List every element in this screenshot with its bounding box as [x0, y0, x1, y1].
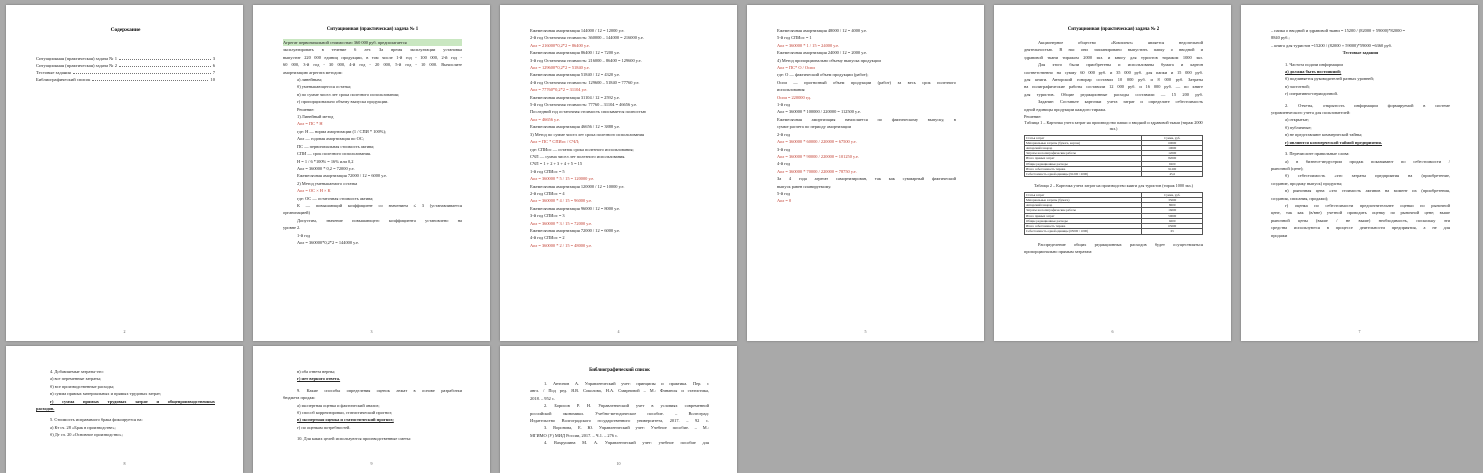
- toc-leader: [92, 76, 208, 81]
- page-number: 8: [123, 461, 126, 466]
- text-line: ПС — первоначальная стоимость актива;: [297, 143, 375, 149]
- text-line: 1) Линейный метод: [297, 114, 334, 120]
- toc-entry-text: Библиографический список: [36, 77, 91, 82]
- paragraph-line: Акционерное общество «Комплект» является недопельной: [1038, 40, 1203, 45]
- text-line: 3-й год Остаточная стоимость: 216000 – 86400 = 129600 у.е.: [530, 57, 642, 63]
- text-line: 3. Перечислите правильные слова:: [1285, 151, 1350, 157]
- table-cell: 65000: [1142, 224, 1203, 229]
- text-line: 1-й год: [297, 232, 311, 238]
- text-line: МГИМО (У) МИД России, 2017. – Ч.1. – 276 с.: [530, 432, 619, 438]
- toc-leader: [119, 55, 211, 60]
- toc-entry[interactable]: [36, 62, 215, 69]
- text-line: 4) Метод пропорционально объему выпуска продукции: [777, 57, 881, 63]
- text-line: в) не представляют коммерческой тайны;: [1285, 132, 1363, 138]
- table-cell: Авторский гонорар: [1025, 146, 1142, 151]
- table-cell: 91200: [1142, 166, 1203, 171]
- text-line: Аол = 129600*0,2*2 = 51840 у.е.: [530, 65, 590, 71]
- text-line: г) оценка по себестоимости предпочтительнее оценки по рыночной: [1285, 202, 1450, 208]
- text-line: выпуск равен планируемому.: [777, 183, 832, 189]
- text-line: а) экспертная оценка и фактический анализ;: [297, 402, 380, 408]
- text-line: использования: [777, 87, 805, 93]
- text-line: Ежемесячная амортизация 72000 / 12 = 6000 у.е.: [530, 227, 621, 233]
- text-line: – книга для туристов =15200 / (82000 + 59000)*59000 =6360 руб.: [1271, 42, 1392, 48]
- text-line: Аол = 360000 * 0,2 = 72000 у.е.: [297, 165, 355, 171]
- toc-entry-text: Ситуационная (практическая) задача № 1: [36, 56, 118, 61]
- paragraph-line: для книги. Авторский гонорар составил 10 000 руб. и 8 000 руб. Затраты: [1024, 77, 1203, 83]
- text-line: 2. Отчеты, открытость информации формируемой в системе: [1285, 102, 1450, 108]
- page-content: [283, 368, 462, 457]
- page-number: 9: [370, 461, 373, 466]
- text-line: 4. Вахрушина М. А. Управленческий учет: учебное пособие для: [544, 440, 709, 446]
- toc-entry[interactable]: [36, 55, 215, 62]
- text-line: Решение:: [297, 106, 315, 112]
- text-line: Ежемесячная амортизация начисляется по фактическому выпуску, в: [777, 116, 956, 122]
- page-1[interactable]: [6, 5, 243, 341]
- text-line: Аол = 360000 * 60000 / 220000 = 67500 у.е.: [777, 139, 857, 145]
- table-cell: 6000: [1142, 218, 1203, 223]
- text-line: Аол = 360000 * 3 / 15 = 72000 у.е.: [530, 220, 593, 226]
- text-line: – папка о вводной и здравовой ткани = 15200 / (82000 + 59000)*82000 =: [1271, 28, 1406, 33]
- page-heading: Библиографический список: [589, 368, 650, 373]
- page-number: 3: [370, 329, 373, 334]
- table-cell: 82000: [1142, 156, 1203, 161]
- text-line: Аол = 46656 у.е.: [530, 116, 560, 122]
- text-line: Аол = 360000 * 5 / 15 = 120000 у.е.: [530, 176, 595, 182]
- text-line: б) Дт сч. 20 «Основное производство»;: [50, 432, 123, 438]
- text-line: Ежемесячная амортизация 144000 / 12 = 12000 у.е.: [530, 28, 625, 33]
- text-line: 4-й год Остаточная стоимость: 129600 – 51840 = 77760 у.е.: [530, 79, 640, 85]
- text-line: Ежемесячная амортизация 24000 / 12 = 2000 у.е.: [777, 50, 868, 56]
- text-line: б) способ корректировки, статистический прогноз;: [297, 410, 393, 416]
- text-line: 5-й год Остаточная стоимость: 77760 – 31104 = 46656 у.е.: [530, 102, 638, 108]
- text-line: где: Н — норма амортизации (1 / СПИ * 100%);: [297, 128, 387, 134]
- text-line: а) все переменные затраты;: [50, 376, 102, 382]
- text-line: организацией): [283, 210, 310, 216]
- text-line: в) по сумме чисел лет срока полезного использования;: [297, 91, 400, 97]
- page-8[interactable]: [253, 346, 490, 473]
- text-line: Аол = 0: [777, 198, 792, 204]
- text-line: а) должна быть постоянной;: [1285, 69, 1342, 75]
- table2-caption: Таблица 2 – Карточка учета затрат на производство книги для туристов (тираж 1000 экз.): [1034, 183, 1193, 189]
- paragraph-line: Решение:: [1024, 114, 1042, 120]
- text-line: 2-й год: [777, 131, 791, 137]
- toc-entry-page: 10: [210, 77, 215, 82]
- table-cell: 8000: [1142, 203, 1203, 208]
- text-line: Агрегат первоначальной стоимостью 360 000 руб. предполагается: [283, 39, 462, 46]
- text-line: Аол = 216000*0,2*2 = 86400 у.е.: [530, 42, 590, 48]
- text-line: англ. / Под ред. Я.В. Соколова, Н.А. Смирновой – М.: Финансы и статистика,: [530, 388, 709, 394]
- text-line: Аол = 360000*0,2*2 = 144000 у.е.: [297, 239, 360, 245]
- text-line: 9. Какие способы определения оценок лежат в основе разработки: [297, 387, 462, 393]
- text-line: б) подчиняется руководителей разных уровней;: [1285, 76, 1374, 82]
- text-line: создания, списания, продажи);: [1271, 195, 1329, 201]
- text-line: а) открытые;: [1285, 117, 1309, 123]
- text-line: 2) Метод уменьшаемого остатка: [297, 180, 358, 186]
- text-line: средства используются в процессе деятельности предприятия, а не для: [1271, 225, 1450, 231]
- text-line: Аол = 360000 * 1 / 15 = 24000 у.е.: [777, 42, 840, 48]
- text-line: Издательство Волгоградского государственного университета, 2017. – 92 с.: [530, 418, 709, 424]
- text-line: Аол = 77760*0,2*2 = 31104 у.е.: [530, 87, 588, 93]
- text-line: 10. Для каких целей используются производственные сметы:: [297, 436, 412, 442]
- text-line: Оспи = 220000 ед.: [777, 94, 811, 100]
- page-heading: Ситуационная (практическая) задача № 1: [326, 27, 419, 32]
- toc-entry[interactable]: [36, 76, 215, 83]
- table-cell: 10000: [1142, 146, 1203, 151]
- text-line: выпустит 220 000 единиц продукции, в том числе 1-й год - 100 000, 2-й год -: [283, 54, 462, 60]
- table-cell: Статья затрат: [1025, 135, 1142, 140]
- toc-title: Содержание: [110, 27, 141, 33]
- text-line: Тестовые задания: [1342, 50, 1379, 56]
- table-cell: Затраты на полиграфические работы: [1025, 151, 1142, 156]
- text-line: 5. Стоимость исправимого брака фиксируется на:: [50, 417, 143, 423]
- table-cell: Итого прямых затрат: [1025, 213, 1142, 218]
- text-line: Аол = ПС* О / Оспи: [777, 65, 815, 71]
- text-line: Ежемесячная амортизация 31104 / 12 = 2592 у.е.: [530, 94, 620, 100]
- table-cell: 60000: [1142, 140, 1203, 145]
- text-line: б) себестоимость «это затраты предприятия на (приобретение,: [1285, 173, 1450, 179]
- text-line: г) являются коммерческой тайной предприятия.: [1285, 139, 1382, 145]
- text-line: За 4 года агрегат самортизирован, так как суммарный фактический: [777, 176, 956, 182]
- table-cell: Сумма, руб.: [1142, 192, 1203, 197]
- text-line: Ежемесячная амортизация 120000 / 12 = 10000 у.е.: [530, 183, 625, 189]
- text-line: а) линейным;: [297, 77, 322, 83]
- page-number: 7: [1358, 329, 1361, 334]
- toc-entry-text: Ситуационная (практическая) задача № 2: [36, 63, 118, 68]
- text-line: 3-й год: [777, 146, 791, 152]
- text-line: продажи: [1271, 232, 1288, 238]
- text-line: Ежемесячная амортизация 48000 / 12 = 4000 у.е.: [777, 28, 868, 33]
- text-line: амортизацию агрегата методом:: [283, 69, 343, 75]
- text-line: в) экспертная оценка и статистический прогноз;: [297, 417, 394, 423]
- page-number: 5: [864, 329, 867, 334]
- text-line: в) сумма прямых материальных и прямых трудовых затрат;: [50, 391, 162, 397]
- table-cell: 16000: [1142, 208, 1203, 213]
- text-line: 8840 руб.;: [1271, 35, 1290, 41]
- table-cell: Авторский гонорар: [1025, 203, 1142, 208]
- page-3[interactable]: [500, 5, 737, 341]
- page-content: [1024, 27, 1203, 325]
- text-line: Аол = 360000 * 4 / 15 = 96000 у.е.: [530, 198, 593, 204]
- paragraph-line: соответственно на сумму 60 000 руб. и 35 000 руб. для папки и 15 000 руб.: [1024, 69, 1203, 75]
- paragraph-line: для туристов. Общие редакционные расходы составили — 15 200 руб.: [1024, 91, 1203, 97]
- text-line: 1-й год: [777, 102, 791, 108]
- text-line: где: ОС — остаточная стоимость актива;: [297, 195, 374, 201]
- text-line: уровне 2.: [283, 225, 301, 231]
- text-line: российской экономики. Учебно-методическое пособие. – Волгоград:: [530, 410, 709, 416]
- page-content: [36, 368, 215, 457]
- paragraph-line: одной единицы продукции каждого тиража.: [1024, 106, 1107, 112]
- text-line: Ежемесячная амортизация 96000 / 12 = 8000 у.е.: [530, 205, 621, 211]
- text-line: 5-й год: [777, 190, 791, 196]
- table-cell: Итого себестоимость тиража: [1025, 224, 1142, 229]
- page-content: [530, 27, 709, 325]
- toc-entry[interactable]: [36, 69, 215, 76]
- text-line: Допустим, значение повышающего коэффициента установлено на: [297, 217, 462, 223]
- text-line: Аол = 360000 * 70000 / 220000 = 78750 у.е.: [777, 168, 857, 174]
- text-line: 60 000, 3-й год - 30 000, 4-й год - 20 000, 5-й год - 10 000. Вычислите: [283, 62, 462, 68]
- paragraph-line: деятельностью. В нас они запланировано выпустить папку о вводной и: [1024, 47, 1203, 53]
- text-line: Аол = 360000 * 100000 / 220000 = 112500 у.е.: [777, 109, 861, 115]
- page-4[interactable]: [747, 5, 984, 341]
- text-line: Аол = ОС × Н × К: [297, 188, 331, 194]
- paragraph-line: Задание: Составьте карточки учета затрат и определите себестоимость: [1038, 99, 1203, 105]
- page-2[interactable]: [253, 5, 490, 341]
- paragraph-line: на полиграфические работы составили 12 000 руб. и 16 000 руб. — по книге: [1024, 84, 1203, 90]
- text-line: Аол = 360000 * 2 / 15 = 48000 у.е.: [530, 242, 593, 248]
- page-number: 10: [616, 461, 621, 466]
- page-content: [283, 27, 462, 325]
- text-line: 3) Метод по сумме чисел лет срока полезного использования: [530, 131, 645, 137]
- text-line: а) в бизнесе-индустрии продаж показывают по себестоимости /: [1285, 158, 1450, 164]
- page-9[interactable]: [500, 346, 737, 473]
- text-line: бюджета продаж:: [283, 395, 316, 401]
- table-cell: Статья затрат: [1025, 192, 1142, 197]
- table-row: [1025, 229, 1203, 234]
- text-line: Аол — годовая амортизация по ОС;: [297, 136, 364, 142]
- page-content: [777, 27, 956, 325]
- toc-leader: [73, 69, 211, 74]
- page-number: 6: [1111, 329, 1114, 334]
- table-cell: 59000: [1142, 213, 1203, 218]
- page-number: 2: [123, 329, 126, 334]
- text-line: б) уменьшающегося остатка;: [297, 84, 352, 90]
- page-heading: Ситуационная (практическая) задача № 2: [1067, 27, 1160, 32]
- text-line: г) нет верного ответа.: [297, 376, 341, 382]
- table1-caption: Таблица 1 – Карточка учета затрат на производство папки о вводной и здравовой ткани (тираж 2000 экз.): [1024, 120, 1203, 132]
- text-line: 2018. – 952 с.: [530, 395, 555, 401]
- text-line: в) частотной;: [1285, 83, 1310, 89]
- text-line: создание, продажу выпуск) продукты;: [1271, 180, 1343, 186]
- toc-leader: [119, 62, 211, 67]
- text-line: 1-й год СПИос = 5: [530, 168, 565, 174]
- text-line: Ежемесячная амортизация 72000 / 12 = 6000 у.е.: [297, 173, 388, 179]
- text-line: 4. Добавляемые затраты-это:: [50, 369, 104, 374]
- table-cell: Итого прямых затрат: [1025, 156, 1142, 161]
- paragraph-line: здравовой ткани тиражом 2000 экз. и книгу для туристов тиражом 1000 экз.: [1024, 54, 1203, 60]
- table-cell: 9200: [1142, 161, 1203, 166]
- page-content: [530, 368, 709, 457]
- page-7[interactable]: [6, 346, 243, 473]
- text-line: К — повышающий коэффициент со значением ≤ 3 (устанавливается: [297, 202, 462, 208]
- text-line: где: О — фактический объем продукции (работ);: [777, 72, 869, 78]
- page-number: 4: [617, 329, 620, 334]
- text-line: 2-й год Остаточная стоимость: 360000 – 144000 = 216000 у.е.: [530, 35, 644, 41]
- text-line: управленческого учета для пользователей:: [1271, 110, 1351, 116]
- text-line: 2-й год СПИос = 4: [530, 190, 565, 196]
- text-line: 3. Воронова, Е. Ю. Управленческий учет: Учебное пособие. – М.:: [544, 425, 709, 431]
- toc-entry-text: Тестовые задания: [36, 70, 71, 75]
- text-line: 4-й год СПИос = 2: [530, 235, 565, 241]
- text-line: 5-й год СПИос = 1: [777, 35, 812, 41]
- table-cell: Итого себестоимость тиража: [1025, 166, 1142, 171]
- text-line: Аол = 360000 * 90000 / 220000 = 101250 у.е.: [777, 153, 859, 159]
- page-6[interactable]: [1241, 5, 1478, 341]
- page-content: [1271, 27, 1450, 325]
- paragraph-line: пропорционально прямым затратам:: [1024, 248, 1093, 254]
- page-5[interactable]: [994, 5, 1231, 341]
- text-line: б) публичные;: [1285, 124, 1312, 130]
- toc-entry-page: 7: [212, 70, 215, 75]
- table-cell: Сумма, руб.: [1142, 135, 1203, 140]
- text-line: в) оба ответа верны;: [297, 369, 335, 374]
- table1: [1024, 135, 1203, 178]
- table-cell: 45,6: [1142, 172, 1203, 177]
- text-line: Ежемесячная амортизация 46656 / 12 = 3888 у.е.: [530, 124, 621, 130]
- text-line: рыночной (цене);: [1271, 165, 1304, 171]
- table-cell: Себестоимость одной единицы (91200 / 2000): [1025, 172, 1142, 177]
- text-line: б) все производственные расходы;: [50, 383, 115, 389]
- paragraph-line: Распределение общих редакционных расходов будет осуществляться: [1038, 241, 1203, 247]
- table-cell: 35000: [1142, 198, 1203, 203]
- text-line: Последний год остаточная стоимость списывается полностью: [530, 109, 646, 115]
- text-line: сумме расчета по периоду амортизации: [777, 124, 851, 130]
- text-line: Ежемесячная амортизация 86400 / 12 = 7200 у.е.: [530, 50, 621, 56]
- table-cell: Материальные затраты (бумага, картон): [1025, 140, 1142, 145]
- table-cell: Затраты на полиграфические работы: [1025, 208, 1142, 213]
- table-cell: Общие редакционные расходы: [1025, 161, 1142, 166]
- text-line: Ежемесячная амортизация 51840 / 12 = 4320 у.е.: [530, 72, 621, 78]
- table2: [1024, 192, 1203, 235]
- table-cell: 65: [1142, 229, 1203, 234]
- paragraph-line: Для этого были приобретены и использованы бумага и картон: [1038, 62, 1203, 68]
- table-cell: 12000: [1142, 151, 1203, 156]
- text-line: г) сумма прямых трудовых затрат и общепроизводственных: [50, 398, 215, 404]
- text-line: эксплуатировать в течение 6 лет. За время эксплуатации установка: [283, 47, 462, 53]
- text-line: 1. Частота подачи информации: [1285, 61, 1343, 67]
- text-line: а) Кт сч. 28 «Брак в производстве»;: [50, 424, 116, 430]
- text-line: Аол = ПС * СПИос / СЧЛ;: [530, 139, 580, 145]
- text-line: 3-й год СПИос = 3: [530, 213, 565, 219]
- table-cell: Материальные затраты (бумага): [1025, 198, 1142, 203]
- text-line: 4-й год: [777, 161, 791, 167]
- text-line: СЧЛ — сумма чисел лет полезного использования.: [530, 153, 626, 159]
- text-line: г) по оценкам потребностей.: [297, 424, 351, 430]
- toc-entry-page: 6: [212, 63, 215, 68]
- text-line: рыночной цены (выше / не выше) необходимость, поскольку эти: [1271, 217, 1450, 223]
- text-line: г) оперативно-периодичной.: [1285, 91, 1338, 97]
- toc-entry-page: 3: [212, 56, 215, 61]
- text-line: 2. Борисов Р. Н. Управленческий учет в условиях современной: [544, 403, 709, 409]
- table-row: [1025, 172, 1203, 177]
- page-content: [36, 27, 215, 325]
- text-line: цене, так как (в/вне) учетной проводить оценку по рыночной цене; выше: [1271, 210, 1450, 216]
- text-line: Аол = ПС * Н: [297, 121, 323, 127]
- table-cell: Себестоимость одной единицы (65000 / 1000): [1025, 229, 1142, 234]
- text-line: 1. Антонов А. Управленческий учет: принципы и практика. Пер. с: [544, 381, 709, 386]
- text-line: где: СПИос — остаток срока полезного использования;: [530, 146, 634, 152]
- text-line: СЧЛ = 1 + 2 + 3 + 4 + 5 = 15: [530, 161, 583, 167]
- text-line: расходов.: [36, 406, 55, 412]
- text-line: СПИ — срок полезного использования.: [297, 151, 372, 157]
- text-line: в) рыночная цена «это стоимость активов на момент их (приобретения,: [1285, 188, 1450, 194]
- text-line: г) пропорционально объему выпуска продукции.: [297, 99, 389, 105]
- text-line: Н = 1 / 6 *100% = 16% или 0,2: [297, 158, 354, 164]
- text-line: Оспи — прогнозный объем продукции (работ) за весь срок полезного: [777, 79, 956, 85]
- table-cell: Общие редакционные расходы: [1025, 218, 1142, 223]
